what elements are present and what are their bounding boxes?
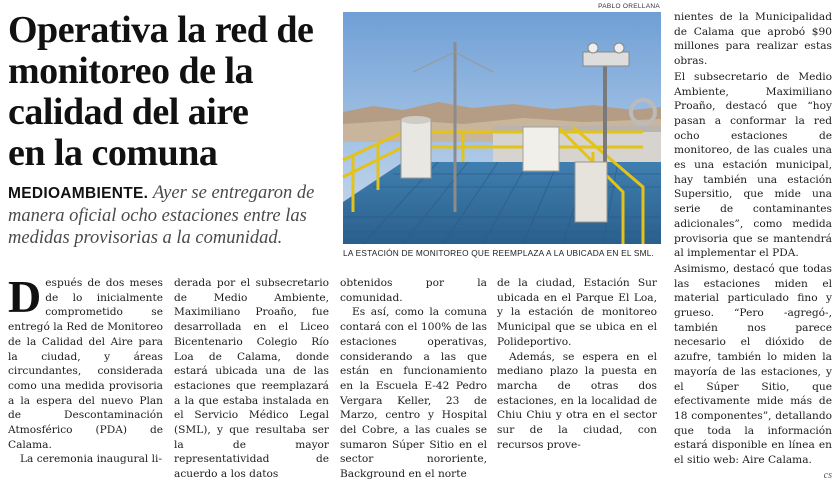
headline-line: monitoreo de la: [8, 50, 254, 92]
article-paragraph: nientes de la Municipalidad de Calama que aprobó $90 millones para realizar estas obras.: [674, 11, 832, 68]
article-paragraph: derada por el subsecretario de Medio Ambiente, Maximiliano Proaño, fue desarrollada en el Liceo Bicentenario Colegio Río Loa de Calama, donde estará ubicada una de las estaciones que reemplazará a la que estaba instalada en el Servicio Médico Legal (SML), y que resultaba ser la de mayor representatividad de acuerdo a los datos: [174, 277, 329, 481]
lede: [8, 182, 338, 249]
article-paragraph: espués de dos meses de lo inicialmente comprometido se entregó la Red de Monitoreo de la Calidad del Aire para la ciudad, y áreas circundantes, considerada como una medida provisoria a la espera del nuevo Plan de Descontaminación Atmosférico (PDA) de Calama.: [8, 277, 163, 451]
article-column: [497, 276, 657, 464]
article-paragraph: La ceremonia inaugural li-: [20, 453, 163, 466]
article-paragraph: obtenidos por la comunidad.: [340, 277, 487, 304]
article-paragraph: El subsecretario de Medio Ambiente, Maximiliano Proaño, destacó que “hoy pasan a conformar la red ocho estaciones de monitoreo, de las cuales una es una estación municipal, hay también una estación Supersitio, que mide una serie de contaminantes adicionales”, como medida provisoria que se mantendrá al implementar el PDA.: [674, 70, 832, 260]
section-tag: MEDIOAMBIENTE.: [8, 185, 149, 202]
headline-line: en la comuna: [8, 132, 218, 174]
article-column: [8, 271, 163, 466]
drop-cap: D: [8, 271, 42, 322]
lede-text: Ayer se entregaron de manera oficial ocho estaciones entre las medidas provisorias a la comunidad.: [8, 183, 315, 248]
article-column: [174, 276, 329, 481]
monitoring-station-photo: [343, 12, 661, 244]
headline: [8, 10, 328, 174]
headline-line: Operativa la red de: [8, 9, 314, 51]
article-column: [340, 276, 487, 481]
article-paragraph: Además, se espera en el mediano plazo la puesta en marcha de otras dos estaciones, en la localidad de Chiu Chiu y otra en el sector sur de la ciudad, con recursos prove-: [497, 350, 657, 451]
article-column: [674, 10, 832, 481]
photo-caption: LA ESTACIÓN DE MONITOREO QUE REEMPLAZA A LA UBICADA EN EL SML.: [343, 248, 655, 258]
article-paragraph: Asimismo, destacó que todas las estaciones miden el material particulado fino y grueso. “Pero -agregó-, también nos parece necesario el dióxido de azufre, también lo miden la mayoría de las estaciones, y el Súper Sitio, que efectivamente mide más de 18 componentes”, detallando que toda la información estará disponible en línea en el sitio web: Aire Calama.: [674, 262, 832, 467]
end-mark: cs: [823, 469, 832, 481]
article-paragraph: Es así, como la comuna contará con el 100% de las estaciones operativas, considerando a las que están en funcionamiento en la Escuela E-42 Pedro Vergara Keller, 23 de Marzo, centro y Hospital del Cobre, a las cuales se sumaron Súper Sitio en el sector nororiente, Background en el norte: [340, 306, 487, 481]
photo-credit: PABLO ORELLANA: [598, 3, 660, 10]
article-paragraph: de la ciudad, Estación Sur ubicada en el Parque El Loa, y la estación de monitoreo Municipal que se ubica en el Polideportivo.: [497, 277, 657, 348]
headline-line: calidad del aire: [8, 91, 249, 133]
